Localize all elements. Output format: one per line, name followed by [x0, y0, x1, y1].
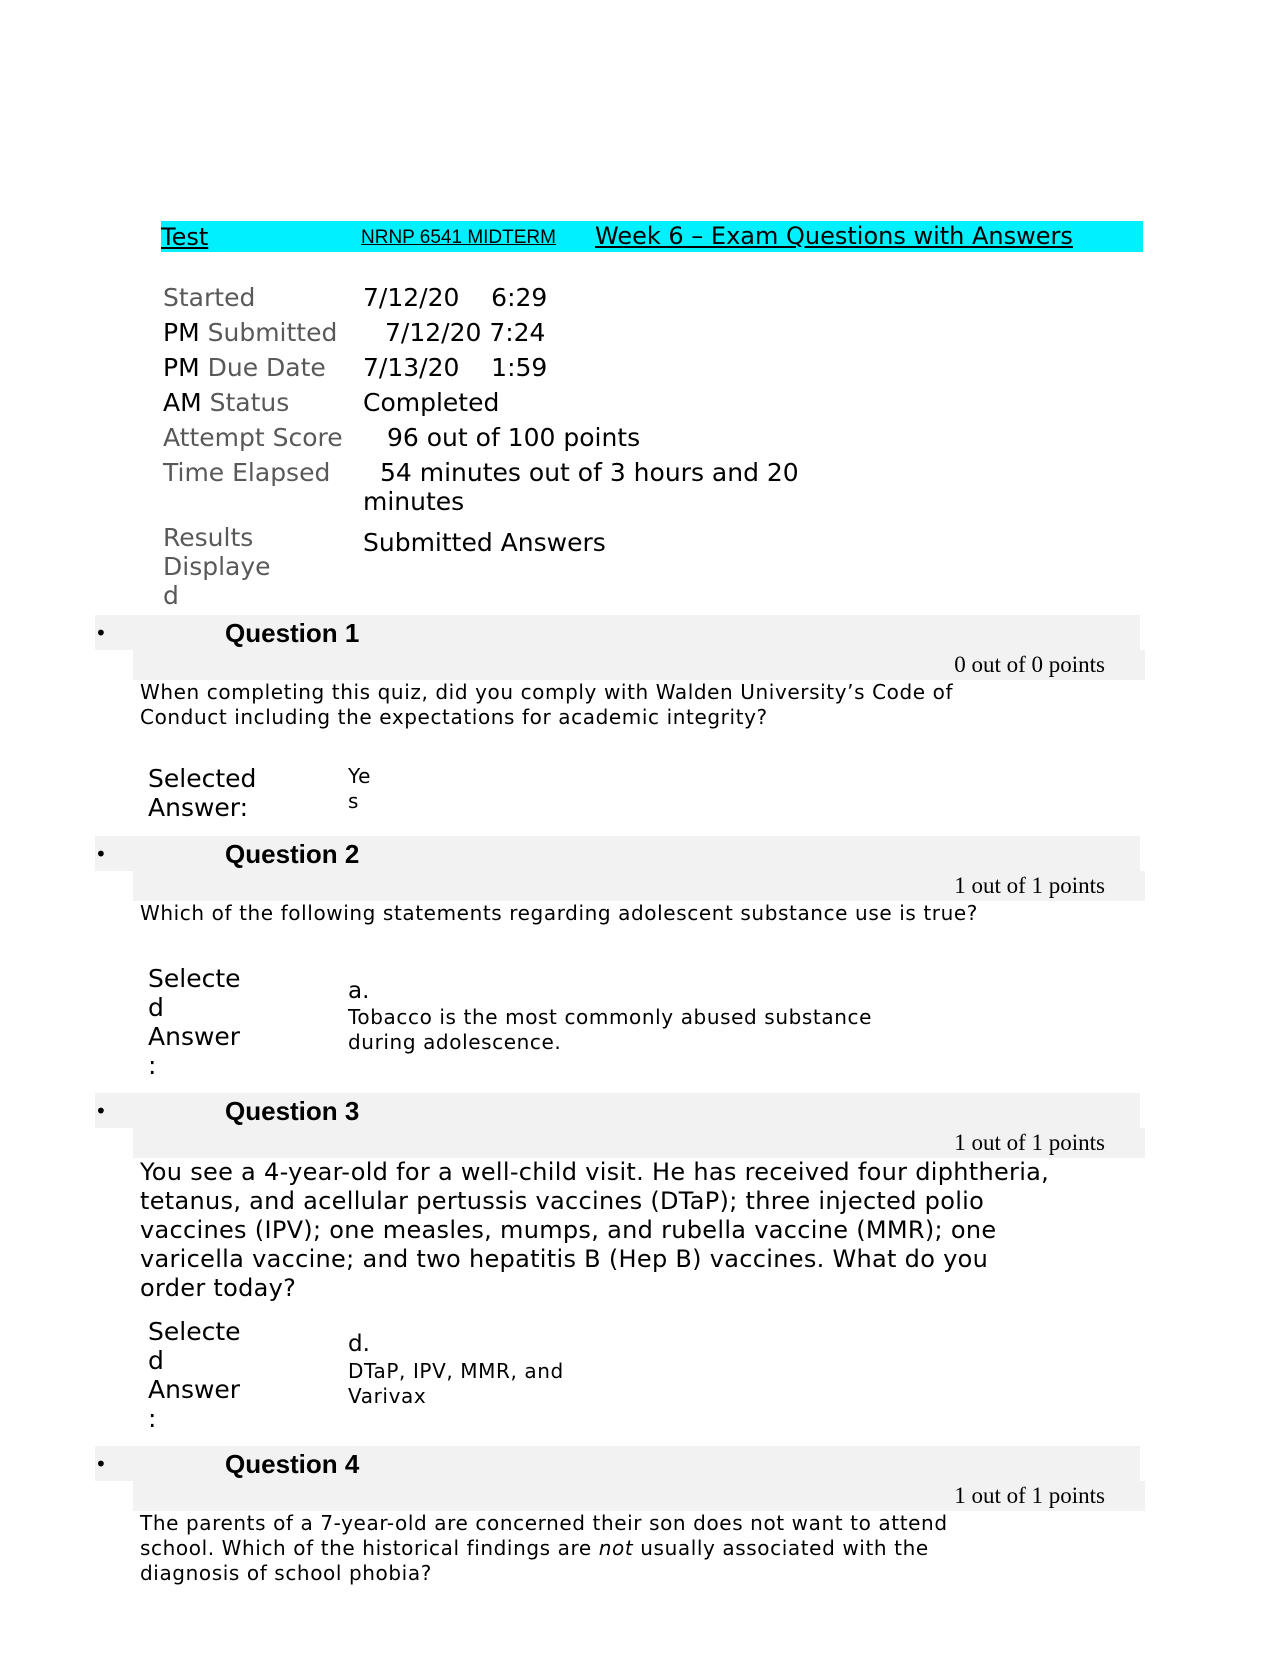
- label-line: d: [148, 1346, 164, 1375]
- bullet: •: [95, 842, 107, 866]
- status-value: Completed: [363, 388, 500, 417]
- points-bar: [133, 1481, 1145, 1511]
- page-title: Week 6 – Exam Questions with Answers: [595, 222, 1073, 250]
- label-line: Selecte: [148, 964, 241, 993]
- question-text: [140, 680, 953, 730]
- pm-text: PM: [163, 318, 200, 347]
- answer-line: Varivax: [348, 1384, 427, 1408]
- points-bar: [133, 650, 1145, 680]
- pm-text: PM: [163, 353, 200, 382]
- results-label: Displaye: [163, 552, 271, 581]
- selected-answer-label: [148, 1317, 241, 1433]
- question-header: [95, 615, 1140, 650]
- status-row: [163, 388, 289, 417]
- question-text-line: varicella vaccine; and two hepatitis B (Hep B) vaccines. What do you: [140, 1245, 989, 1273]
- question-points: 0 out of 0 points: [954, 652, 1105, 677]
- question-header: [95, 1446, 1140, 1481]
- question-text: [140, 1511, 948, 1586]
- question-text-line: The parents of a 7-year-old are concerned their son does not want to attend: [140, 1511, 948, 1535]
- points-bar: [133, 1128, 1145, 1158]
- question-text: [140, 901, 978, 926]
- submitted-value: 7/12/20 7:24: [385, 318, 546, 347]
- answer-line: during adolescence.: [348, 1030, 562, 1054]
- bullet: •: [95, 621, 107, 645]
- question-text: [140, 1158, 1049, 1303]
- question-title: Question 4: [225, 1449, 360, 1479]
- label-line: Selecte: [148, 1317, 241, 1346]
- due-row: [163, 353, 326, 382]
- selected-answer: [348, 1359, 564, 1409]
- bullet: •: [95, 1099, 107, 1123]
- label-line: Answer:: [148, 793, 249, 822]
- question-text-line: You see a 4-year-old for a well-child visit. He has received four diphtheria,: [140, 1158, 1050, 1186]
- question-header: [95, 1093, 1140, 1128]
- question-text-line: tetanus, and acellular pertussis vaccines (DTaP); three injected polio: [140, 1187, 985, 1215]
- answer-line: DTaP, IPV, MMR, and: [348, 1359, 564, 1383]
- selected-answer-label: [148, 964, 241, 1080]
- bullet: •: [95, 1452, 107, 1476]
- question-text-line: Which of the following statements regarding adolescent substance use is true?: [140, 901, 978, 925]
- question-title: Question 3: [225, 1096, 360, 1126]
- label-line: Answer: [148, 1022, 241, 1051]
- question-title: Question 2: [225, 839, 360, 869]
- points-bar: [133, 871, 1145, 901]
- question-title: Question 1: [225, 618, 360, 648]
- answer-line: Ye: [348, 764, 372, 788]
- text-segment: usually associated with the: [633, 1536, 929, 1560]
- test-label: Test: [161, 223, 209, 251]
- status-label: Status: [209, 388, 290, 417]
- course-code: NRNP 6541 MIDTERM: [361, 227, 556, 248]
- label-line: d: [148, 993, 164, 1022]
- started-row: [163, 283, 255, 312]
- question-header: [95, 836, 1140, 871]
- title-bar: [161, 221, 1143, 252]
- started-label: Started: [163, 283, 256, 312]
- question-text-line: diagnosis of school phobia?: [140, 1561, 432, 1585]
- text-segment: school. Which of the historical findings are: [140, 1536, 599, 1560]
- answer-line: Tobacco is the most commonly abused substance: [348, 1005, 872, 1029]
- submitted-row: [163, 318, 337, 347]
- submitted-label: Submitted: [207, 318, 338, 347]
- due-date-value: 7/13/20 1:59: [363, 353, 548, 382]
- question-points: 1 out of 1 points: [954, 1483, 1105, 1508]
- attempt-score-label: Attempt Score: [163, 423, 343, 452]
- label-line: :: [148, 1051, 157, 1080]
- label-line: :: [148, 1404, 157, 1433]
- started-value: 7/12/20 6:29: [363, 283, 548, 312]
- time-elapsed-value-cont: minutes: [363, 487, 465, 516]
- selected-answer-label: [148, 764, 256, 822]
- answer-line: s: [348, 789, 360, 813]
- selected-answer: [348, 1005, 872, 1055]
- am-text: AM: [163, 388, 202, 417]
- question-text-line: When completing this quiz, did you comply with Walden University’s Code of: [140, 680, 954, 704]
- label-line: Answer: [148, 1375, 241, 1404]
- label-line: Selected: [148, 764, 257, 793]
- question-text-line: Conduct including the expectations for academic integrity?: [140, 705, 768, 729]
- attempt-score-value: 96 out of 100 points: [387, 423, 641, 452]
- results-label: Results: [163, 523, 254, 552]
- results-value: Submitted Answers: [363, 528, 606, 557]
- selected-answer: [348, 764, 371, 814]
- question-points: 1 out of 1 points: [954, 1130, 1105, 1155]
- question-points: 1 out of 1 points: [954, 873, 1105, 898]
- question-text-line: order today?: [140, 1274, 297, 1302]
- time-elapsed-label: Time Elapsed: [163, 458, 331, 487]
- emphasis-text: not: [598, 1536, 634, 1560]
- question-text-line: [140, 1536, 948, 1561]
- question-text-line: vaccines (IPV); one measles, mumps, and rubella vaccine (MMR); one: [140, 1216, 997, 1244]
- due-date-label: Due Date: [207, 353, 326, 382]
- answer-letter: a.: [348, 978, 370, 1004]
- answer-letter: d.: [348, 1331, 370, 1357]
- time-elapsed-value: 54 minutes out of 3 hours and 20: [380, 458, 799, 487]
- results-label: d: [163, 581, 179, 610]
